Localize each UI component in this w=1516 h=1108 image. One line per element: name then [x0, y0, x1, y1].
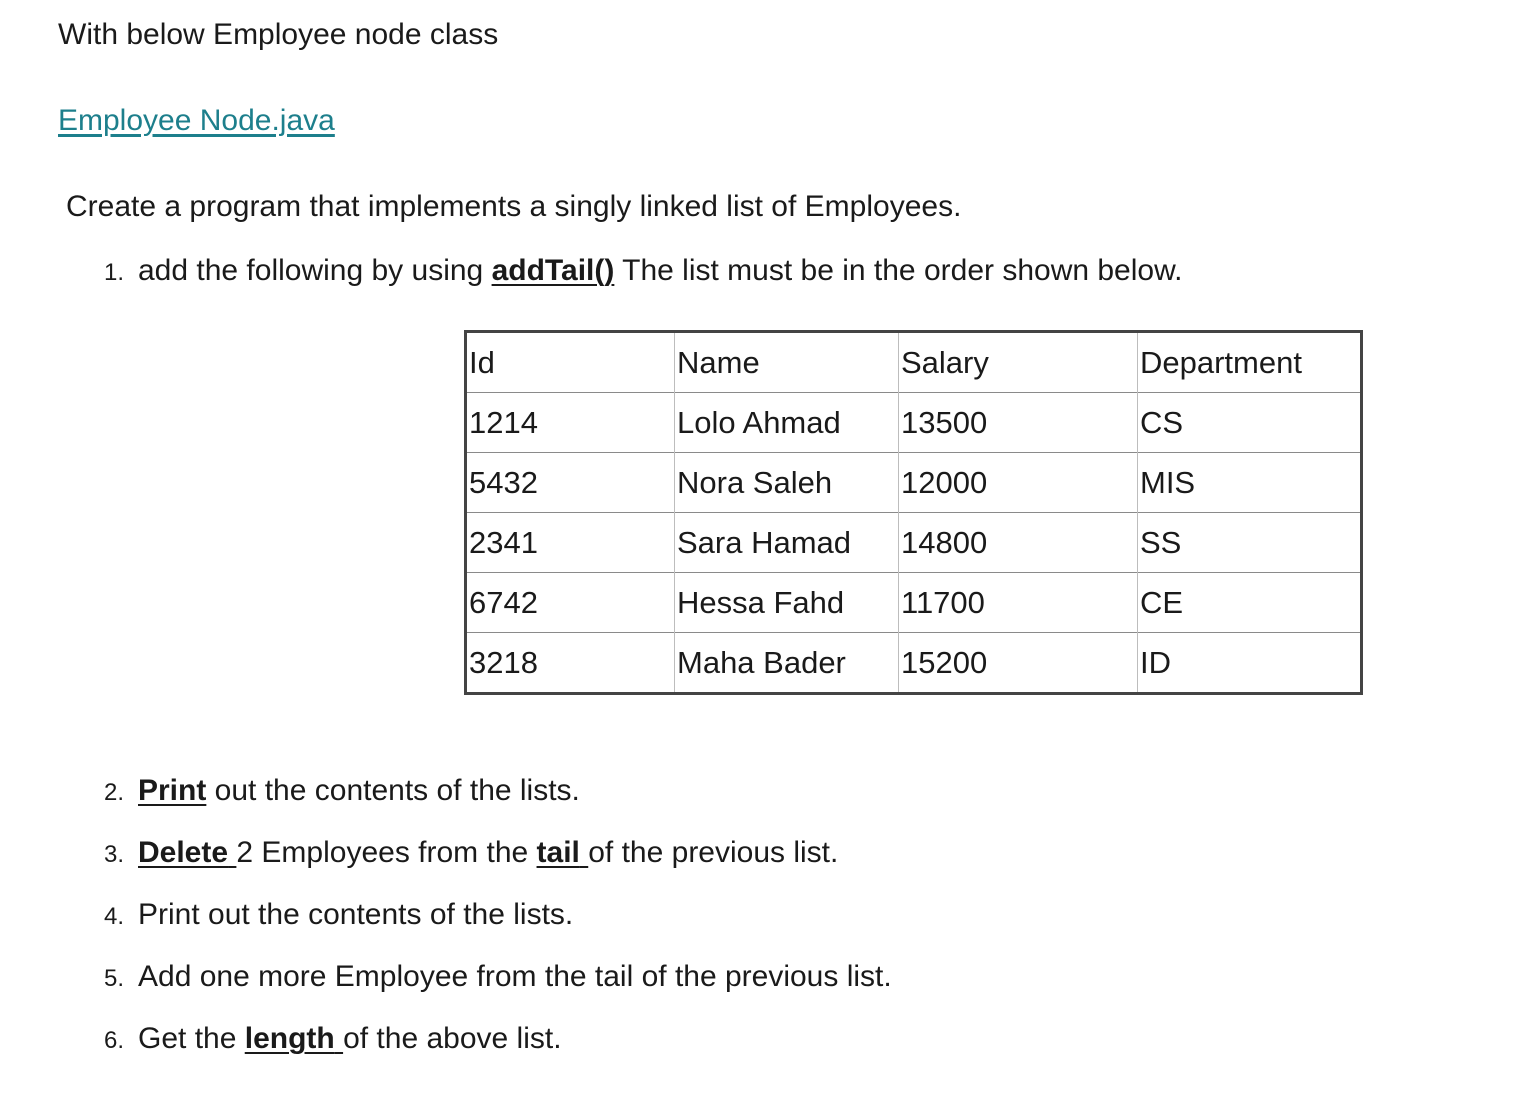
- cell-salary: 11700: [899, 573, 1138, 633]
- step-3-number: 3.: [103, 841, 124, 868]
- cell-salary: 12000: [899, 453, 1138, 513]
- cell-id: 6742: [466, 573, 675, 633]
- step-6-underline-space: [335, 1022, 343, 1055]
- employee-node-file-link[interactable]: Employee Node.java: [58, 104, 335, 137]
- step-6-pre: Get the: [138, 1022, 245, 1055]
- step-3-mid: 2 Employees from the: [236, 836, 537, 869]
- step-2-keyword: Print: [138, 774, 207, 807]
- employee-table: [464, 330, 1363, 695]
- table-row: [466, 513, 1362, 573]
- header-name: Name: [675, 332, 899, 393]
- cell-name: Sara Hamad: [675, 513, 899, 573]
- task-description: Create a program that implements a singly linked list of Employees.: [66, 190, 962, 223]
- step-1-text: [138, 254, 1182, 288]
- step-6-number: 6.: [103, 1027, 124, 1054]
- cell-department: MIS: [1138, 453, 1362, 513]
- step-4-text: Print out the contents of the lists.: [138, 898, 574, 931]
- cell-department: CE: [1138, 573, 1362, 633]
- cell-name: Lolo Ahmad: [675, 393, 899, 453]
- cell-department: SS: [1138, 513, 1362, 573]
- step-3-post: of the previous list.: [588, 836, 839, 869]
- step-5-text: Add one more Employee from the tail of the previous list.: [138, 960, 892, 993]
- step-6-text: [138, 1022, 562, 1056]
- cell-name: Hessa Fahd: [675, 573, 899, 633]
- step-1-post: The list must be in the order shown below.: [614, 254, 1183, 287]
- cell-id: 1214: [466, 393, 675, 453]
- intro-text: With below Employee node class: [58, 18, 499, 51]
- step-4-number: 4.: [103, 903, 124, 930]
- header-salary: Salary: [899, 332, 1138, 393]
- step-1-number: 1.: [103, 259, 124, 286]
- table-row: [466, 453, 1362, 513]
- step-1-pre: add the following by using: [138, 254, 492, 287]
- cell-id: 5432: [466, 453, 675, 513]
- cell-salary: 15200: [899, 633, 1138, 694]
- cell-name: Nora Saleh: [675, 453, 899, 513]
- step-2-text: [138, 774, 580, 808]
- step-2-post: out the contents of the lists.: [206, 774, 580, 807]
- header-id: Id: [469, 344, 495, 380]
- step-3-underline-space-2: [580, 836, 588, 869]
- table-row: [466, 393, 1362, 453]
- cell-department: CS: [1138, 393, 1362, 453]
- step-3-keyword: Delete: [138, 836, 229, 869]
- cell-salary: 14800: [899, 513, 1138, 573]
- table-row: [466, 573, 1362, 633]
- cell-department: ID: [1138, 633, 1362, 694]
- step-3-text: [138, 836, 838, 870]
- step-1-keyword: addTail(): [491, 254, 615, 287]
- step-6-keyword: length: [244, 1022, 335, 1055]
- table-header-row: [466, 332, 1362, 393]
- header-department: Department: [1138, 332, 1362, 393]
- table-row: [466, 633, 1362, 694]
- cell-id: 3218: [466, 633, 675, 694]
- step-6-post: of the above list.: [343, 1022, 562, 1055]
- step-5-number: 5.: [103, 965, 124, 992]
- step-3-keyword-2: tail: [536, 836, 580, 869]
- step-2-number: 2.: [103, 779, 124, 806]
- cell-id: 2341: [466, 513, 675, 573]
- cell-name: Maha Bader: [675, 633, 899, 694]
- cell-salary: 13500: [899, 393, 1138, 453]
